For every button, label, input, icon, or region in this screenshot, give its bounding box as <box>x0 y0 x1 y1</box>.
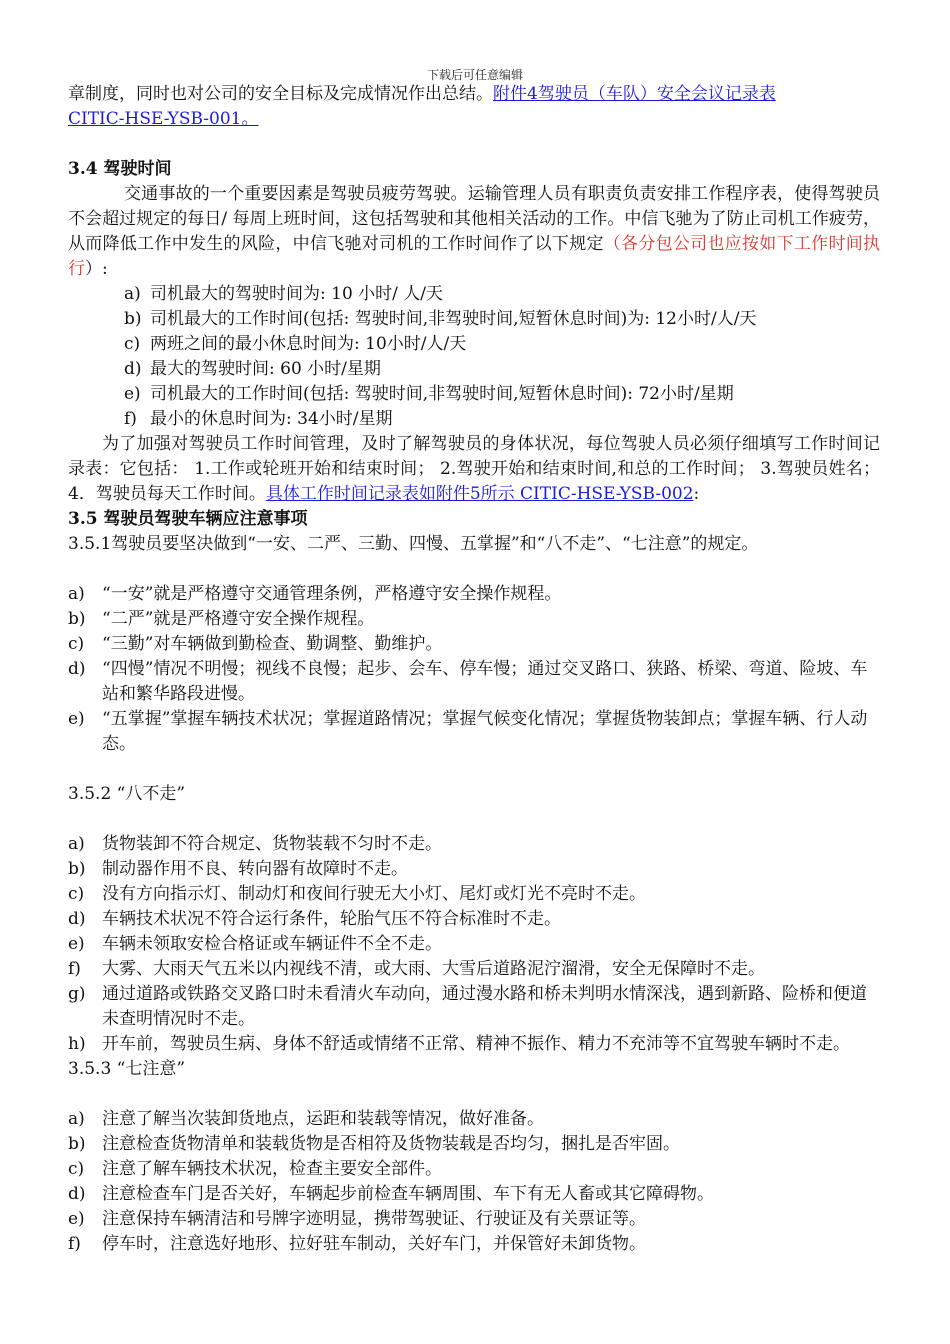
list-item <box>68 932 880 957</box>
list-item-text: 大雾、大雨天气五米以内视线不清，或大雨、大雪后道路泥泞溜滑，安全无保障时不走。 <box>102 959 765 979</box>
list-item-label: d) <box>68 1184 86 1204</box>
section-3-5-3: 3.5.3 “七注意” <box>68 1059 186 1079</box>
list-item-label: d) <box>68 659 86 679</box>
list-item-text: 停车时，注意选好地形、拉好驻车制动，关好车门，并保管好未卸货物。 <box>102 1234 646 1254</box>
intro-text: 章制度，同时也对公司的安全目标及完成情况作出总结。 <box>68 84 493 104</box>
list-item-text: 两班之间的最小休息时间为: 10小时/人/天 <box>150 334 467 354</box>
list-item <box>68 632 880 657</box>
list-item <box>68 907 880 932</box>
section-3-4-heading: 3.4 驾驶时间 <box>68 159 172 179</box>
list-item-text: 车辆技术状况不符合运行条件，轮胎气压不符合标准时不走。 <box>102 909 561 929</box>
list-item-text: “三勤”对车辆做到勤检查、勤调整、勤维护。 <box>102 634 443 654</box>
list-item <box>68 1157 880 1182</box>
list-item-label: e) <box>68 934 85 954</box>
list-item-label: d) <box>124 359 142 379</box>
list-item-text: “一安”就是严格遵守交通管理条例，严格遵守安全操作规程。 <box>102 584 562 604</box>
list-item <box>124 382 880 407</box>
list-item <box>68 1032 880 1057</box>
list-item-text: 注意保持车辆清洁和号牌字迹明显，携带驾驶证、行驶证及有关票证等。 <box>102 1209 646 1229</box>
qi-zhu-yi-list <box>68 1107 880 1257</box>
list-item-label: b) <box>124 309 142 329</box>
list-item <box>68 582 880 607</box>
list-item <box>124 282 880 307</box>
list-item-label: c) <box>68 1159 85 1179</box>
list-item <box>68 1207 880 1232</box>
list-item-text: 司机最大的工作时间(包括: 驾驶时间,非驾驶时间,短暂休息时间): 72小时/星期 <box>150 384 734 404</box>
list-item-text: 车辆未领取安检合格证或车辆证件不全不走。 <box>102 934 442 954</box>
list-item-text: “五掌握”掌握车辆技术状况；掌握道路情况；掌握气候变化情况；掌握货物装卸点；掌握车辆、行人动态。 <box>102 709 868 754</box>
ba-bu-zou-list <box>68 832 880 1057</box>
list-item-text: “四慢”情况不明慢；视线不良慢；起步、会车、停车慢；通过交叉路口、狭路、桥梁、弯道、险坡、车站和繁华路段进慢。 <box>102 659 868 704</box>
attachment5-link[interactable]: 具体工作时间记录表如附件5所示 CITIC-HSE-YSB-002 <box>265 484 694 504</box>
list-item <box>124 332 880 357</box>
attachment4-code-link[interactable]: CITIC-HSE-YSB-001。 <box>68 109 259 129</box>
list-item <box>68 857 880 882</box>
list-item-text: 司机最大的工作时间(包括: 驾驶时间,非驾驶时间,短暂休息时间)为: 12小时/人/天 <box>150 309 757 329</box>
list-item <box>68 982 880 1032</box>
list-item-label: a) <box>68 584 85 604</box>
list-item-text: 开车前，驾驶员生病、身体不舒适或情绪不正常、精神不振作、精力不充沛等不宜驾驶车辆时不走。 <box>102 1034 850 1054</box>
section-3-5-2: 3.5.2 “八不走” <box>68 784 186 804</box>
page-header: 下载后可任意编辑 <box>426 68 523 82</box>
list-item <box>68 657 880 707</box>
section-3-4-para1: 交通事故的一个重要因素是驾驶员疲劳驾驶。运输管理人员有职责负责安排工作程序表，使得驾驶员不会超过规定的每日/ 每周上班时间，这包括驾驶和其他相关活动的工作。中信飞驰为了防止司机工作疲劳，从而降低工作中发生的风险，中信飞驰对司机的工作时间作了以下规定（各分包公司也应按如下工作时间执行）: <box>68 184 881 279</box>
attachment4-link[interactable]: 附件4驾驶员（车队）安全会议记录表 <box>493 84 776 104</box>
list-item-text: 注意检查车门是否关好，车辆起步前检查车辆周围、车下有无人畜或其它障碍物。 <box>102 1184 714 1204</box>
list-item-label: c) <box>68 634 85 654</box>
list-item <box>68 882 880 907</box>
driving-time-list <box>68 282 880 432</box>
document-body <box>68 82 880 1257</box>
list-item-label: e) <box>124 384 141 404</box>
list-item-text: “二严”就是严格遵守安全操作规程。 <box>102 609 375 629</box>
list-item-label: b) <box>68 609 86 629</box>
list-item-label: a) <box>68 834 85 854</box>
list-item <box>124 407 880 432</box>
list-item-label: a) <box>68 1109 85 1129</box>
list-item <box>68 1132 880 1157</box>
list-item-label: h) <box>68 1034 86 1054</box>
list-item-text: 制动器作用不良、转向器有故障时不走。 <box>102 859 408 879</box>
list-item-label: b) <box>68 859 86 879</box>
list-item <box>124 307 880 332</box>
section-3-5-heading: 3.5 驾驶员驾驶车辆应注意事项 <box>68 509 308 529</box>
list-item-text: 注意了解车辆技术状况，检查主要安全部件。 <box>102 1159 442 1179</box>
list-item-label: e) <box>68 1209 85 1229</box>
yian-erya-list <box>68 582 880 757</box>
list-item-text: 司机最大的驾驶时间为: 10 小时/ 人/天 <box>150 284 444 304</box>
list-item <box>68 1232 880 1257</box>
section-3-4-para2: 为了加强对驾驶员工作时间管理，及时了解驾驶员的身体状况，每位驾驶人员必须仔细填写工作时间记录表：它包括： 1.工作或轮班开始和结束时间； 2.驾驶开始和结束时间,和总的工作时间； 3.驾驶员姓名；4．驾驶员每天工作时间。具体工作时间记录表如附件5所示 CITIC-HSE-YSB-002: <box>68 434 880 504</box>
list-item-label: c) <box>124 334 141 354</box>
list-item-label: b) <box>68 1134 86 1154</box>
list-item-label: g) <box>68 984 86 1004</box>
list-item-text: 通过道路或铁路交叉路口时未看清火车动向，通过漫水路和桥未判明水情深浅，遇到新路、险桥和便道未查明情况时不走。 <box>102 984 867 1029</box>
intro-paragraph <box>68 82 880 132</box>
list-item-text: 注意了解当次装卸货地点，运距和装载等情况，做好准备。 <box>102 1109 544 1129</box>
list-item-text: 货物装卸不符合规定、货物装载不匀时不走。 <box>102 834 442 854</box>
list-item-text: 注意检查货物清单和装载货物是否相符及货物装载是否均匀，捆扎是否牢固。 <box>102 1134 680 1154</box>
list-item <box>68 1107 880 1132</box>
list-item <box>68 707 880 757</box>
list-item-label: f) <box>68 959 81 979</box>
list-item-text: 最大的驾驶时间: 60 小时/星期 <box>150 359 381 379</box>
list-item-text: 没有方向指示灯、制动灯和夜间行驶无大小灯、尾灯或灯光不亮时不走。 <box>102 884 646 904</box>
list-item-label: e) <box>68 709 85 729</box>
list-item <box>68 1182 880 1207</box>
list-item <box>68 957 880 982</box>
list-item-label: d) <box>68 909 86 929</box>
list-item <box>124 357 880 382</box>
list-item-label: f) <box>68 1234 81 1254</box>
list-item <box>68 607 880 632</box>
list-item-label: a) <box>124 284 141 304</box>
list-item-text: 最小的休息时间为: 34小时/星期 <box>150 409 393 429</box>
subcontractor-note: （各分包公司也应按如下工作时间执行 <box>68 234 881 279</box>
list-item-label: c) <box>68 884 85 904</box>
section-3-5-1: 3.5.1驾驶员要坚决做到“一安、二严、三勤、四慢、五掌握”和“八不走”、“七注意”的规定。 <box>68 534 759 554</box>
list-item <box>68 832 880 857</box>
list-item-label: f) <box>124 409 137 429</box>
